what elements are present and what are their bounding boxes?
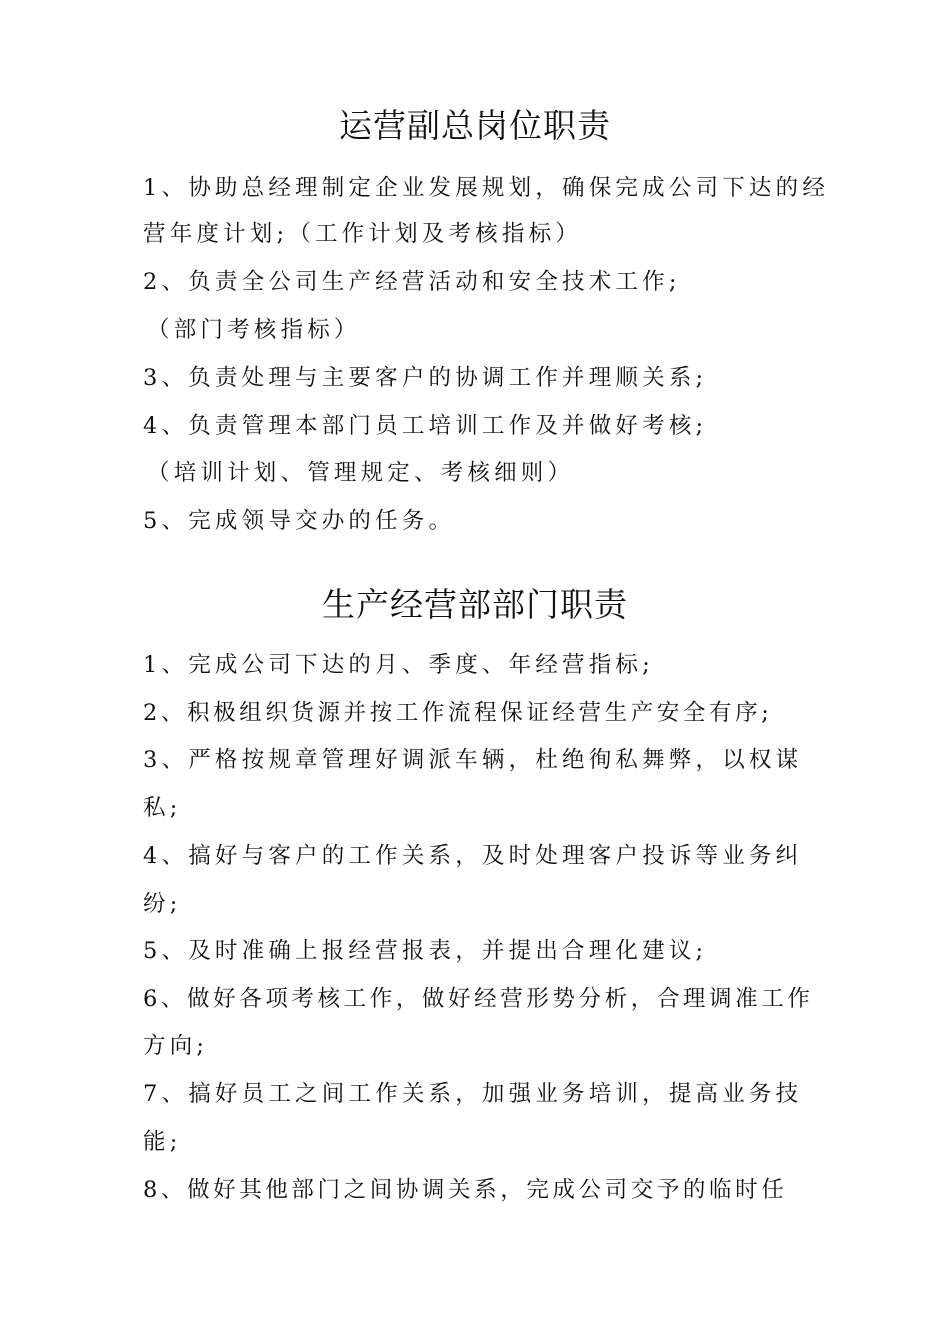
section1-line-1: 1、协助总经理制定企业发展规划，确保完成公司下达的经: [143, 175, 830, 201]
section1-line-5: 3、负责处理与主要客户的协调工作并理顺关系;: [143, 365, 708, 391]
section2-line-9: 方向;: [143, 1033, 209, 1059]
section2-line-8: 6、做好各项考核工作，做好经营形势分析，合理调准工作: [143, 986, 814, 1012]
section2-line-2: 2、积极组织货源并按工作流程保证经营生产安全有序;: [143, 700, 773, 726]
section1-line-7: （培训计划、管理规定、考核细则）: [147, 460, 575, 486]
section2-line-6: 纷;: [143, 891, 182, 917]
section1-line-3: 2、负责全公司生产经营活动和安全技术工作;: [143, 269, 681, 295]
section2-line-12: 8、做好其他部门之间协调关系，完成公司交予的临时任: [143, 1177, 788, 1203]
section2-line-7: 5、及时准确上报经营报表，并提出合理化建议;: [143, 938, 708, 964]
section2-line-5: 4、搞好与客户的工作关系，及时处理客户投诉等业务纠: [143, 843, 803, 869]
section2-line-10: 7、搞好员工之间工作关系，加强业务培训，提高业务技: [143, 1081, 803, 1107]
section-title-operations-vp: 运营副总岗位职责: [339, 106, 611, 145]
section1-line-8: 5、完成领导交办的任务。: [143, 508, 456, 534]
section2-line-11: 能;: [143, 1129, 182, 1155]
section-title-production-dept: 生产经营部部门职责: [322, 585, 628, 624]
section2-line-1: 1、完成公司下达的月、季度、年经营指标;: [143, 652, 654, 678]
section1-line-4: （部门考核指标）: [147, 317, 361, 343]
section2-line-4: 私;: [143, 795, 182, 821]
section2-line-3: 3、严格按规章管理好调派车辆，杜绝徇私舞弊，以权谋: [143, 747, 803, 773]
section1-line-6: 4、负责管理本部门员工培训工作及并做好考核;: [143, 413, 708, 439]
section1-line-2: 营年度计划;（工作计划及考核指标）: [143, 221, 582, 247]
